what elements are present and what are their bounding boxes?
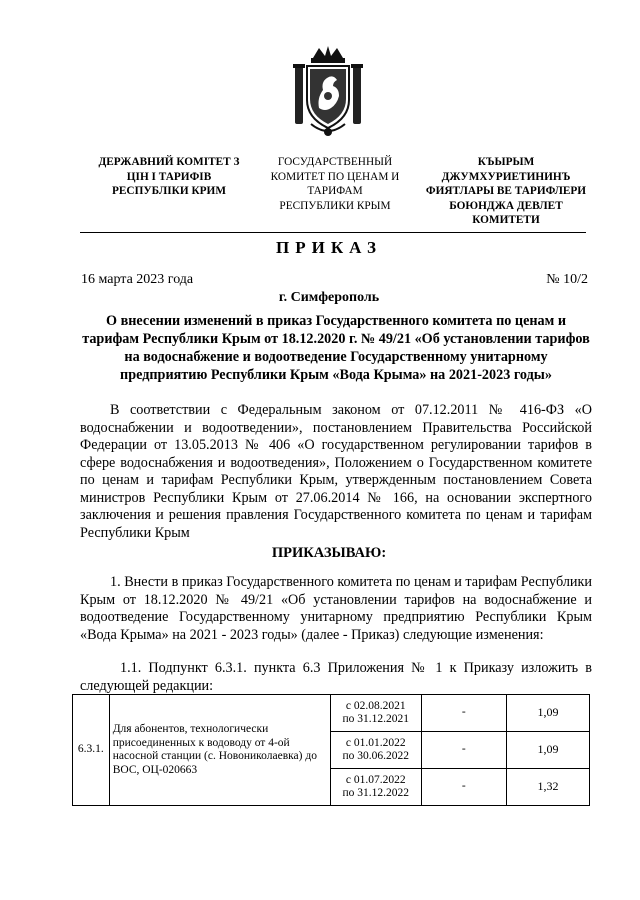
table-description-cell: Для абонентов, технологически присоединенных к водоводу от 4-ой насосной станции (с. Новониколаевка) до ВОС, ОЦ-020663 (109, 695, 330, 806)
order-item-1: 1. Внести в приказ Государственного комитета по ценам и тарифам Республики Крым от 18.12.2020 № 49/21 «Об установлении тарифов на водоснабжение и водоотведение Государственному унитарному предприятию Республики Крым «Вода Крыма» на 2021 - 2023 годы» (далее - Приказ) следующие изменения: (80, 574, 592, 643)
header-divider (80, 232, 586, 233)
table-row (73, 695, 590, 732)
table-code-cell: 6.3.1. (73, 695, 110, 806)
table-value-cell: - (421, 769, 506, 806)
tariff-table (72, 694, 590, 806)
table-period-cell: с 01.01.2022 по 30.06.2022 (330, 732, 421, 769)
order-word: ПРИКАЗЫВАЮ: (271, 545, 387, 561)
document-subject: О внесении изменений в приказ Государственного комитета по ценам и тарифам Республики Крым от 18.12.2020 г. № 49/21 «Об установлении тарифов на водоснабжение и водоотведение Государственному унитарному предприятию Республики Крым «Вода Крыма» на 2021-2023 годы» (82, 313, 590, 383)
preamble-paragraph: В соответствии с Федеральным законом от 07.12.2011 № 416-ФЗ «О водоснабжении и водоотведении», постановлением Правительства Российской Федерации от 13.05.2013 № 406 «О государственном регулировании тарифов в сфере водоснабжения и водоотведения», Положением о Государственном комитете по ценам и тарифам Республики Крым, утвержденным постановлением Совета министров Республики Крым от 27.06.2014 № 166, на основании экспертного заключения и решения правления Государственного комитета по ценам и тарифам Республики Крым (80, 402, 592, 541)
table-value-cell: 1,09 (507, 695, 590, 732)
table-value-cell: - (421, 695, 506, 732)
table-period-cell: с 02.08.2021 по 31.12.2021 (330, 695, 421, 732)
table-value-cell: - (421, 732, 506, 769)
document-number: № 10/2 (546, 272, 588, 287)
table-period-cell: с 01.07.2022 по 31.12.2022 (330, 769, 421, 806)
crimea-coat-of-arms-icon (289, 44, 367, 138)
table-value-cell: 1,09 (507, 732, 590, 769)
header-left-ukrainian: ДЕРЖАВНИЙ КОМІТЕТ З ЦІН І ТАРИФІВ РЕСПУБЛІКИ КРИМ (98, 156, 240, 197)
document-date: 16 марта 2023 года (81, 272, 194, 287)
order-item-1-1: 1.1. Подпункт 6.3.1. пункта 6.3 Приложения № 1 к Приказу изложить в следующей редакции: (80, 660, 592, 694)
header-center-russian: ГОСУДАРСТВЕННЫЙ КОМИТЕТ ПО ЦЕНАМ И ТАРИФАМ РЕСПУБЛИКИ КРЫМ (270, 156, 400, 212)
document-title: ПРИКАЗ (276, 238, 382, 257)
document-city: г. Симферополь (278, 290, 380, 305)
table-value-cell: 1,32 (507, 769, 590, 806)
header-right-crimean-tatar: КЪЫРЫМ ДЖУМХУРИЕТИНИНЪ ФИЯТЛАРЫ ВЕ ТАРИФЛЕРИ БОЮНДЖА ДЕВЛЕТ КОМИТЕТИ (425, 156, 587, 226)
